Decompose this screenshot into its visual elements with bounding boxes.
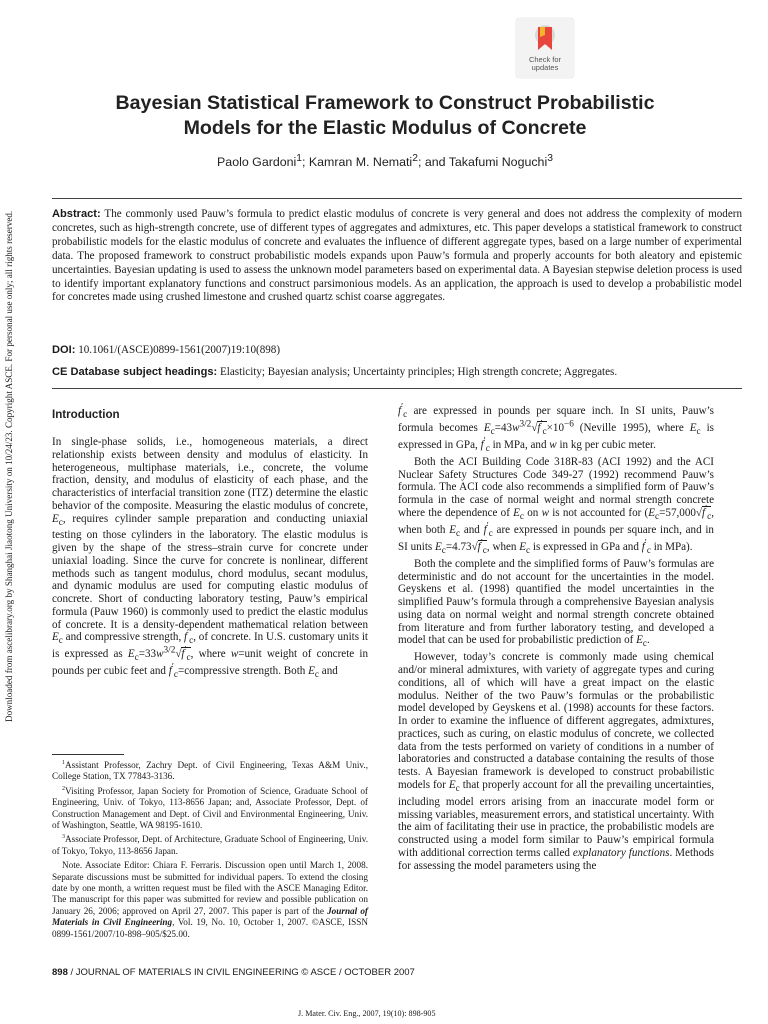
right-column — [398, 402, 715, 872]
symbol-sub: c — [526, 546, 531, 557]
equation-part: =57,000 — [659, 506, 696, 519]
symbol-fc: f — [483, 523, 487, 536]
text-run: in kg per cubic meter. — [556, 438, 656, 451]
right-paragraph-4 — [398, 651, 714, 872]
symbol-sub: c — [186, 653, 191, 664]
symbol-sub: c — [482, 546, 487, 557]
symbol-ec: E — [449, 523, 456, 536]
sqrt-symbol: √ — [531, 421, 538, 434]
symbol-ec: E — [689, 421, 697, 434]
text-run: that properly account for all the prevailing uncertainties, including model errors arising from an inaccurate model form or missing variables, measurement errors, and statistical uncertainty. With the aim of facilitating their use in practice, the probabilistic models are constructed using a model form similar to Pauw’s empirical formula with additional correction terms called — [398, 778, 715, 859]
symbol-ec: E — [483, 421, 491, 434]
symbol-w: w — [549, 438, 557, 451]
symbol-fc: f — [702, 506, 706, 519]
citation-line: J. Mater. Civ. Eng., 2007, 19(10): 898-905 — [298, 1009, 436, 1018]
text-run: is expressed in GPa, — [398, 421, 714, 451]
symbol-sub: c — [58, 517, 63, 528]
symbol-prime: ′ — [171, 662, 174, 673]
note-text: Note. Associate Editor: Chiara F. Ferraris. Discussion open until March 1, 2008. Separate discussions must be submitted for individual papers. To extend the closing date by one month, a written request must be filed with the ASCE Managing Editor. The manuscript for this paper was submitted for review and possible publication on January 26, 2006; approved on April 27, 2007. This paper is part of the — [52, 860, 368, 916]
download-notice-text: Downloaded from ascelibrary.org by Shanghai Jiaotong University on 10/24/23. Copyright ASCE. For personal use only; all rights reserved. — [4, 210, 14, 722]
footnotes — [52, 760, 368, 943]
symbol-fc: f — [537, 421, 541, 434]
symbol-prime: ′ — [483, 436, 486, 447]
symbol-ec: E — [513, 506, 520, 519]
subject-headings-label: CE Database subject headings: — [52, 366, 218, 378]
symbol-prime: ′ — [401, 402, 404, 413]
download-notice — [2, 212, 16, 722]
text-run: =compressive strength. Both — [177, 665, 309, 678]
text-run: in MPa, and — [489, 438, 550, 451]
paper-title — [60, 91, 710, 141]
symbol-w: w — [156, 648, 164, 661]
text-run: In single-phase solids, i.e., homogeneous materials, a direct relationship exists between density and modulus of elasticity. In heterogeneous, multiphase materials, i.e., concrete, the volume fraction, density, and modulus of elasticity of each phase, and the characteristics of interfacial transition zone (ITZ) determine the elastic behavior of the composite. Measuring the elastic modulus of concrete, — [52, 436, 368, 512]
symbol-fc: f — [480, 438, 484, 451]
footnote-mark: 1 — [62, 759, 65, 766]
exponent: 3/2 — [519, 419, 532, 430]
exponent: 3/2 — [163, 645, 176, 656]
symbol-sub: c — [403, 410, 408, 421]
text-run: Both the complete and the simplified forms of Pauw’s formulas are deterministic and do not account for the uncertainties in the model. Geyskens et al. (1998) quantified the model uncertainties in the simplified Pauw’s formula through a comprehensive Bayesian analysis using data on normal weight and normal strength concrete obtained from literature and from further laboratory testing, and developed a model that can be used for probabilistic prediction of — [398, 557, 714, 647]
symbol-sub: c — [490, 427, 495, 438]
text-run: on — [524, 506, 542, 519]
text-run: However, today’s concrete is commonly made using chemical and/or mineral admixtures, with variety of aggregate types and curing conditions, all of which will have a great impact on the elastic modulus. Neither of the two Pauw’s formulas or the probabilistic model developed by Geyskens et al. (1998) accounts for these factors. In order to examine the influence of different aggregates, admixtures, practices, such as curing, on elastic modulus of concrete, we collected data from the tests performed on variety of conditions in a number of laboratories and constructed a database containing the results of those tests. A Bayesian framework is developed to construct probabilistic models for — [398, 651, 714, 791]
affil-mark-1: 1 — [296, 152, 303, 164]
text-run: , of concrete. In U.S. customary units it is expressed as — [52, 631, 368, 661]
symbol-prime: ′ — [540, 419, 543, 430]
footnote-rule — [52, 754, 124, 755]
text-run: are expressed in pounds per square inch, and in SI units — [398, 523, 714, 553]
bookmark-icon — [534, 24, 556, 52]
text-run: . — [647, 634, 650, 647]
footnote-2 — [52, 786, 368, 832]
text-run: , requires cylinder sample preparation and conducting uniaxial testing on those cylinders in the laboratory. The elastic modulus is given by the shape of the stress–strain curve for concrete under uniaxial loading. Since the curve for concrete is nonlinear, different methods such as tangent modulus, chord modulus, secant modulus, and dynamic modulus are used for computing elastic modulus of concrete. Short of conducting laboratory testing, Pauw’s empirical formula (Pauw 1960) is commonly used to predict the elastic modulus of concrete. It is a density-dependent mathematical relation between — [52, 512, 368, 631]
symbol-sub: c — [642, 639, 648, 650]
symbol-prime: ′ — [486, 521, 489, 532]
author-list — [60, 152, 710, 169]
symbol-prime: ′ — [480, 538, 483, 549]
author-2: ; Kamran M. Nemati — [302, 155, 413, 169]
text-run: , when — [486, 540, 520, 553]
symbol-sub: c — [542, 427, 547, 438]
footnote-mark: 2 — [62, 785, 65, 792]
symbol-ec: E — [435, 540, 442, 553]
symbol-ec: E — [448, 778, 456, 791]
symbol-ec: E — [648, 506, 656, 519]
symbol-sub: c — [485, 444, 490, 455]
badge-line-2: updates — [531, 63, 559, 72]
symbol-prime: ′ — [644, 538, 647, 549]
footnote-3 — [52, 834, 368, 857]
text-run: . Methods for assessing the model parameters using the — [398, 846, 715, 872]
introduction-heading: Introduction — [52, 408, 120, 421]
footnote-1 — [52, 760, 368, 783]
symbol-fc: f — [184, 631, 188, 644]
symbol-sub: c — [455, 784, 460, 794]
doi-line — [52, 344, 280, 356]
symbol-w: w — [512, 421, 520, 434]
symbol-sub: c — [646, 546, 651, 557]
top-rule — [52, 198, 742, 199]
symbol-prime: ′ — [705, 504, 708, 515]
symbol-sub: c — [134, 653, 139, 664]
symbol-fc: f — [477, 540, 481, 553]
abstract — [52, 208, 742, 305]
note-text: , Vol. 19, No. 10, October 1, 2007. ©ASCE, ISSN 0899-1561/2007/10-898–905/$25.00. — [52, 917, 368, 939]
doi-label: DOI: — [52, 344, 76, 356]
symbol-sub: c — [314, 670, 319, 681]
footnote-mark: 3 — [62, 834, 65, 841]
sqrt-symbol: √ — [175, 648, 182, 661]
symbol-fc: f — [168, 665, 172, 678]
text-run: Both the ACI Building Code 318R-83 (ACI 1992) and the ACI Nuclear Safety Structures Code 349-27 (1992) recommend Pauw’s formula. The ACI code also recommends a simplified form of Pauw’s formula in the case of normal weight and normal strength concrete where the dependence of — [398, 455, 714, 519]
symbol-fc: f — [641, 540, 645, 553]
text-run: and — [460, 523, 484, 536]
check-for-updates-badge[interactable] — [516, 18, 574, 78]
author-3: ; and Takafumi Noguchi — [417, 155, 548, 169]
abstract-text: The commonly used Pauw’s formula to predict elastic modulus of concrete is very general and does not address the complexity of modern concretes, such as high-strength concrete, use of different types of aggregates and admixtures, etc. This paper develops a statistical framework to construct probabilistic models for the elastic modulus of concrete and evaluates the influence of different aggregate types, based on a large number of experimental data. The proposed framework to construct probabilistic models expands upon Pauw’s formula and properly accounts for both aleatory and epistemic uncertainties. Bayesian updating is used to assess the unknown model parameters based on experimental data. A Bayesian stepwise deletion process is used to identify important explanatory functions and construct parsimonious models. As an application, the approach is used to develop a probabilistic model for concretes made using crushed limestone and crushed quartz schist coarse aggregates. — [52, 208, 742, 304]
symbol-prime: ′ — [187, 628, 190, 639]
symbol-w: w — [541, 506, 549, 519]
text-run: are expressed in pounds per square inch. In SI units, Pauw’s formula becomes — [398, 405, 714, 434]
equation-part: ×10 — [546, 421, 564, 434]
affil-mark-2: 2 — [412, 152, 418, 164]
text-run: =unit weight of concrete in pounds per cubic feet and — [52, 648, 369, 678]
emphasis-text: explanatory functions — [572, 846, 670, 859]
right-paragraph-3 — [398, 558, 714, 651]
text-run: , when both — [398, 506, 715, 536]
affil-mark-3: 3 — [547, 152, 553, 164]
symbol-ec: E — [308, 665, 315, 678]
section-rule — [52, 388, 742, 389]
symbol-sub: c — [58, 636, 63, 647]
symbol-w: w — [230, 648, 239, 661]
equation-part: =43 — [494, 421, 513, 434]
sqrt-symbol: √ — [471, 540, 478, 553]
text-run: and — [319, 665, 338, 678]
symbol-ec: E — [52, 631, 59, 644]
symbol-ec: E — [636, 634, 643, 647]
title-line-1: Bayesian Statistical Framework to Construct Probabilistic — [115, 92, 655, 114]
left-column — [52, 436, 368, 682]
symbol-ec: E — [52, 512, 59, 525]
journal-name: Journal of Materials in Civil Engineering — [52, 905, 368, 928]
journal-footer-text: / JOURNAL OF MATERIALS IN CIVIL ENGINEERING © ASCE / OCTOBER 2007 — [67, 967, 415, 978]
right-paragraph-2 — [398, 456, 714, 558]
abstract-label: Abstract: — [52, 208, 101, 220]
doi-value[interactable]: 10.1061/(ASCE)0899-1561(2007)19:10(898) — [75, 344, 281, 356]
symbol-fc: f — [398, 405, 402, 417]
author-1: Paolo Gardoni — [217, 155, 297, 169]
badge-line-1: Check for — [528, 55, 562, 64]
text-run: (Neville 1995), where — [573, 421, 690, 434]
text-run: in MPa). — [650, 540, 693, 553]
text-run: is not accounted for ( — [548, 506, 649, 519]
equation-part: =4.73 — [445, 540, 472, 553]
symbol-sub: c — [707, 512, 712, 523]
symbol-sub: c — [696, 427, 701, 438]
footnote-text: Associate Professor, Dept. of Architecture, Graduate School of Engineering, Univ. of Tokyo, Tokyo, 113-8656 Japan. — [52, 834, 368, 856]
symbol-ec: E — [519, 540, 527, 553]
symbol-ec: E — [127, 648, 135, 661]
title-line-2: Models for the Elastic Modulus of Concrete — [183, 117, 587, 139]
symbol-sub: c — [488, 529, 493, 540]
symbol-sub: c — [173, 670, 178, 681]
symbol-sub: c — [189, 636, 194, 647]
journal-footer — [52, 967, 415, 978]
symbol-sub: c — [456, 529, 461, 540]
symbol-sub: c — [655, 512, 660, 523]
intro-paragraph-1 — [52, 436, 368, 682]
exponent: −6 — [564, 419, 574, 430]
footnote-text: Visiting Professor, Japan Society for Promotion of Science, Graduate School of Engineering, Univ. of Tokyo, 113-8656 Japan; and, Associate Professor, Dept. of Construction Management and Dept. of Civil and Environmental Engineering, Univ. of Washington, Seattle, WA 98195-1610. — [52, 785, 368, 831]
symbol-sub: c — [519, 512, 525, 523]
symbol-prime: ′ — [184, 645, 187, 656]
subject-headings-value: Elasticity; Bayesian analysis; Uncertainty principles; High strength concrete; Aggregates. — [217, 366, 618, 378]
editorial-note — [52, 860, 368, 940]
text-run: and compressive strength, — [62, 631, 185, 644]
equation-part: =33 — [138, 648, 157, 661]
symbol-sub: c — [441, 546, 446, 557]
page-number: 898 — [52, 967, 68, 978]
text-run: , where — [190, 648, 231, 661]
footnote-text: Assistant Professor, Zachry Dept. of Civil Engineering, Texas A&M Univ., College Station, TX 77843-3136. — [52, 760, 368, 782]
symbol-fc: f — [181, 648, 185, 661]
subject-headings — [52, 366, 617, 378]
right-paragraph-1 — [398, 402, 714, 456]
sqrt-symbol: √ — [695, 506, 703, 519]
text-run: is expressed in GPa and — [530, 540, 642, 553]
